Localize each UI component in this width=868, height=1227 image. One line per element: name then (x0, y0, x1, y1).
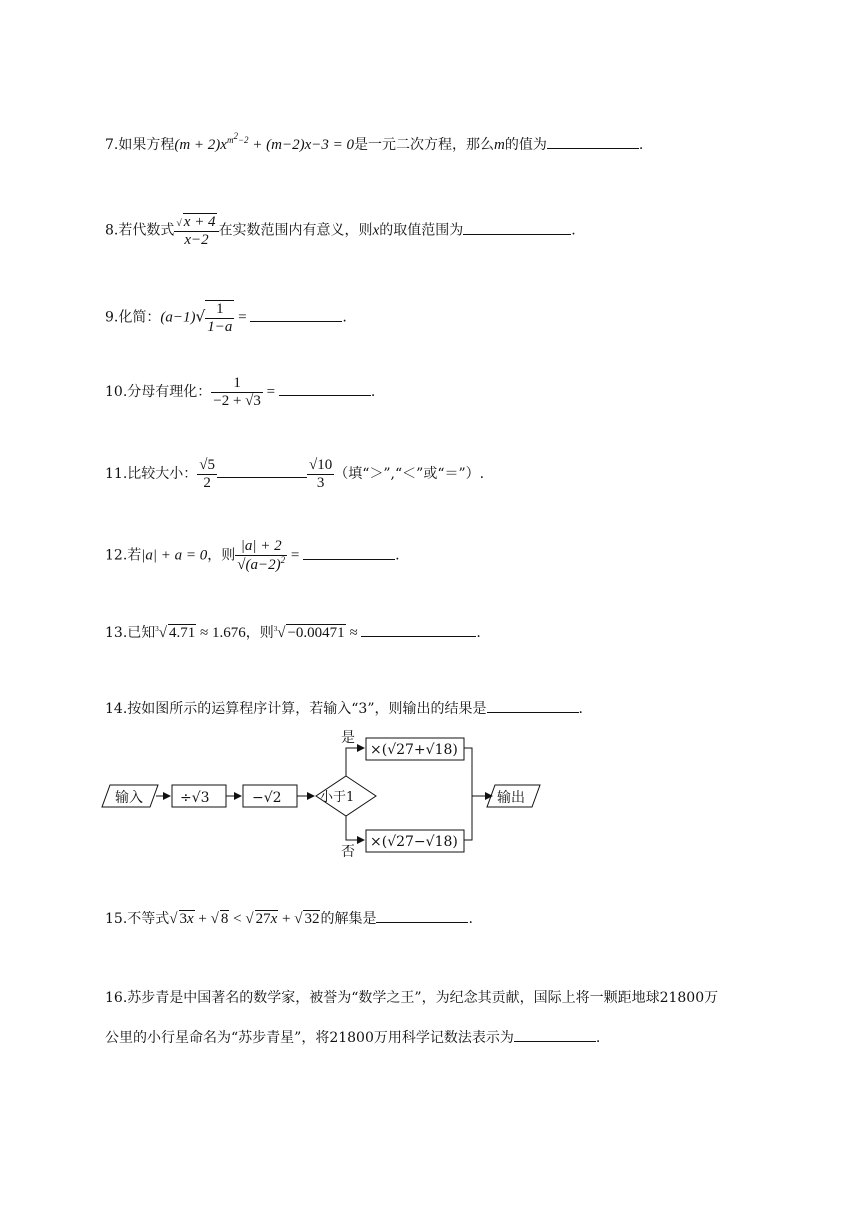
question-9: 9.化简：(a−1)√ $\frac{1}{1-a}$ = . (105, 301, 347, 335)
answer-blank-15[interactable] (376, 908, 468, 923)
divide-label: ÷√3 (180, 790, 210, 806)
no-label: 否 (341, 844, 355, 860)
question-12: 12.若|a| + a = 0，则 $\frac{|a| + 2}{√(a-2)^2}$ = . (105, 538, 400, 573)
fraction-8: $\frac{√ x + 4}{x-2}$ (174, 213, 218, 248)
answer-blank-16[interactable] (514, 1027, 596, 1042)
fraction-12: $\frac{|a| + 2}{√(a-2)^2}$ (237, 538, 286, 573)
question-10: 10.分母有理化： $\frac{1}{-2 + √3}$ = . (105, 375, 376, 409)
no-box-label: ×(√27−√18) (370, 834, 458, 850)
question-7: 7.如果方程$(m + 2)x^{m^2-2} + (m-2)x-3 = 0$是一元二次方程，那么m的值为 . (105, 131, 644, 153)
question-14: 14.按如图所示的运算程序计算，若输入“3”，则输出的结果是 . (105, 698, 583, 718)
output-label: 输出 (497, 790, 525, 806)
yes-box-label: ×(√27+√18) (370, 742, 458, 758)
question-16-line2: 公里的小行星命名为“苏步青星”，将21800万用科学记数法表示为 . (105, 1027, 600, 1047)
question-8: 8.若代数式 $\frac{√ x + 4}{x-2}$ 在实数范围内有意义，则x的取值范围为 . (105, 214, 576, 248)
fraction-10: $\frac{1}{-2 + √3}$ (213, 375, 261, 409)
fraction-sqrt10-over-3: $\frac{√10}{3}$ (309, 457, 333, 491)
inequality-15: √ 3x + √ 8 < √ 27x + √ 32 (169, 911, 320, 927)
fraction-sqrt5-over-2: $\frac{√5}{2}$ (199, 457, 215, 491)
yes-label: 是 (341, 730, 355, 746)
question-16: 16.苏步青是中国著名的数学家，被誉为“数学之王”，为纪念其贡献，国际上将一颗距地球21800万 (105, 990, 719, 1006)
cube-root-expression-2: $^3$√ −0.00471 ≈ (273, 625, 362, 641)
expression-9: (a−1) (160, 309, 196, 326)
condition-12: |a| + a = 0 (141, 547, 208, 564)
minus-label: −√2 (252, 790, 282, 806)
decision-label: 小于1 (320, 790, 355, 805)
question-11: 11.比较大小： $\frac{√5}{2}$ $\frac{√10}{3}$ （填“＞”,“＜”或“＝”）. (105, 457, 485, 491)
input-label: 输入 (115, 790, 143, 806)
cube-root-expression-1: $^3$√ 4.71 ≈ 1.676 (155, 625, 246, 641)
question-13: 13.已知$^3$√ 4.71 ≈ 1.676，则$^3$√ −0.00471 ≈ . (105, 622, 481, 642)
equation-7: $(m + 2)x^{m^2-2} + (m-2)x-3 = 0$ (174, 131, 355, 153)
question-15: 15.不等式√ 3x + √ 8 < √ 27x + √ 32的解集是 . (105, 908, 473, 928)
